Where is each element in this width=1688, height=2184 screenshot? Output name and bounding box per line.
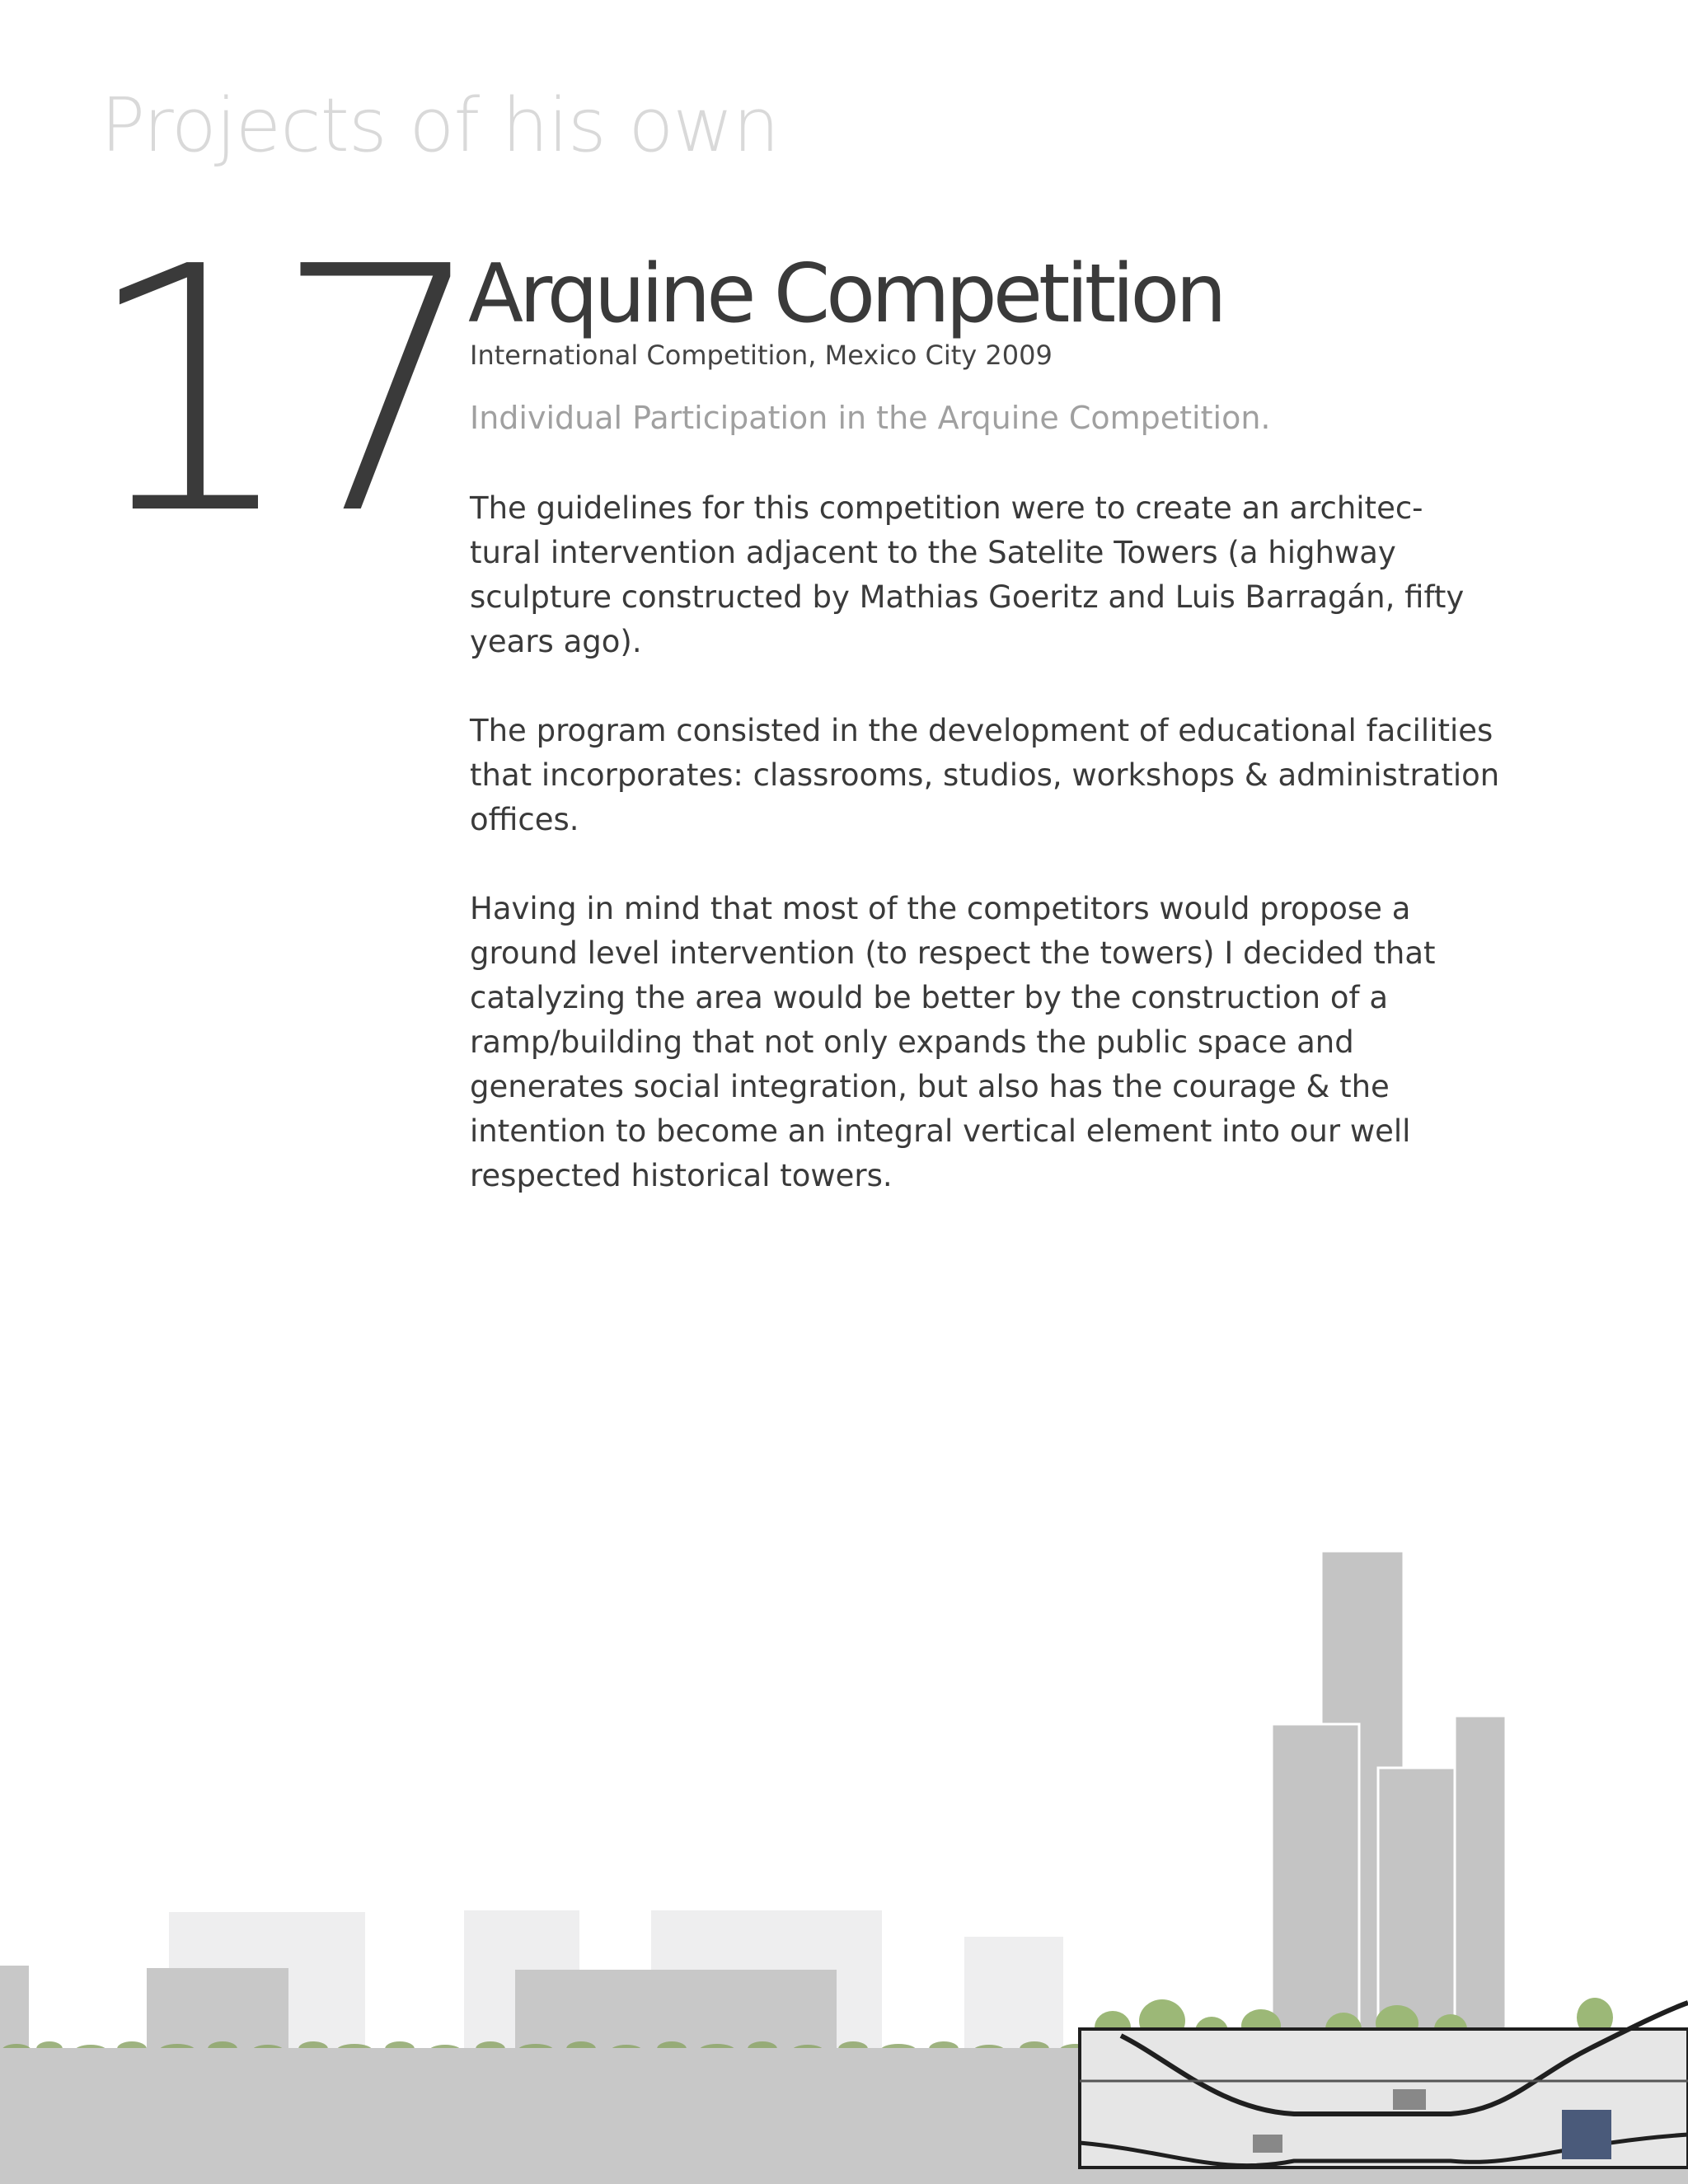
project-title: Arquine Competition [468,247,1223,341]
project-lead: Individual Participation in the Arquine Competition. [470,400,1271,436]
paragraph-program: The program consisted in the development of educational facilities that incorporates: classrooms, studios, workshops & administration offices. [470,713,1500,837]
project-number: 17 [82,194,463,588]
section-illustration [0,1541,1688,2184]
paragraph-guidelines: The guidelines for this competition were to create an architec- tural intervention adjacent to the Satelite Towers (a highway sculpture constructed by Mathias Goeritz and Luis Barragán, fifty years ago). [470,490,1465,659]
midground-buildings [0,1966,837,2048]
body-text [470,486,1500,1243]
paragraph-concept: Having in mind that most of the competitors would propose a ground level intervention (to respect the towers) I decided that catalyzing the area would be better by the construction of a ramp/building that not only expands the public space and generates social integration, but also has the courage & the intention to become an integral vertical element into our well respected historical towers. [470,891,1436,1193]
project-subtitle: International Competition, Mexico City 2009 [470,340,1053,371]
section-title: Projects of his own [101,82,780,169]
ramp-building-section [1080,2003,1688,2168]
satelite-towers [1272,1551,1506,2048]
